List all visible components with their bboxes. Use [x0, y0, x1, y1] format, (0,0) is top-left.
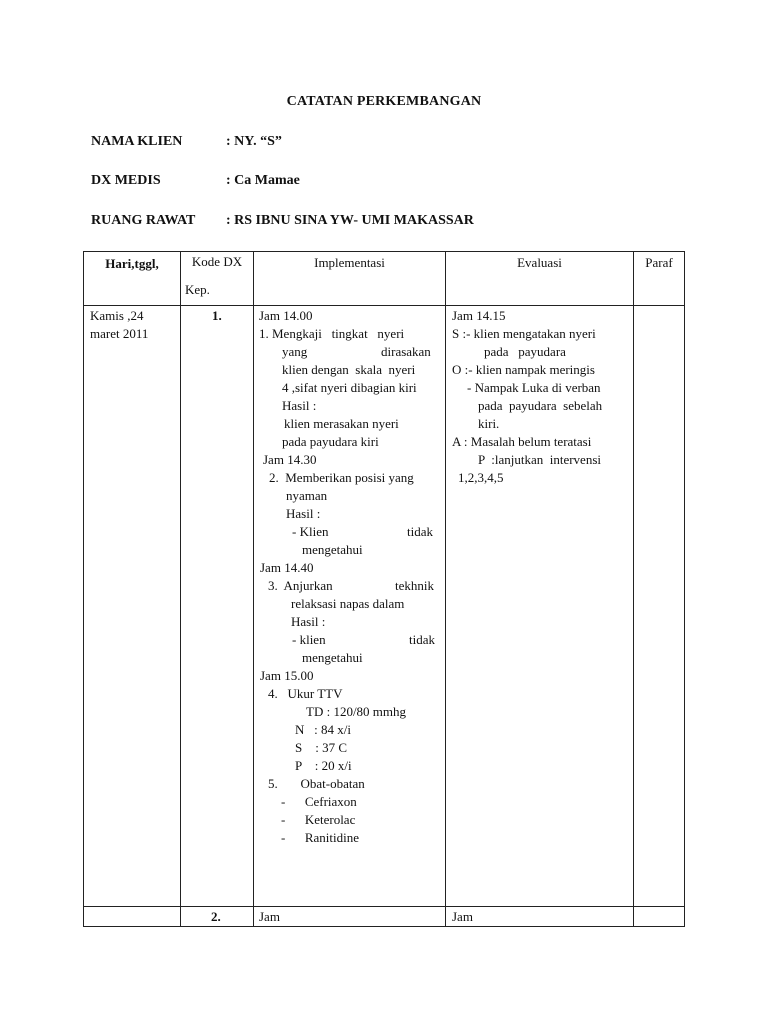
header-implementation: Implementasi: [314, 255, 385, 270]
impl-line: - klien: [292, 632, 326, 647]
impl-line: klien dengan skala nyeri: [282, 362, 416, 377]
eval-line: kiri.: [478, 416, 500, 431]
table-line-v1: [83, 251, 84, 927]
eval-line: - Nampak Luka di verban: [467, 380, 601, 395]
ward-label: RUANG RAWAT: [91, 213, 196, 228]
impl-line: relaksasi napas dalam: [291, 596, 405, 611]
impl-line: pada payudara kiri: [282, 434, 379, 449]
table-line-v5: [633, 251, 634, 927]
table-line-header-bottom: [83, 305, 685, 306]
ward-value: : RS IBNU SINA YW- UMI MAKASSAR: [226, 213, 474, 228]
header-code-line2: Kep.: [185, 282, 210, 297]
row1-dx-code: 1.: [212, 308, 222, 323]
impl-time: Jam 15.00: [260, 668, 314, 683]
table-line-v3: [253, 251, 254, 927]
impl-vital: S : 37 C: [295, 740, 348, 755]
eval-time: Jam 14.15: [452, 308, 506, 323]
row2-dx-code: 2.: [211, 909, 221, 924]
table-line-bottom: [83, 926, 685, 927]
eval-line: 1,2,3,4,5: [458, 470, 504, 485]
impl-line: 2. Memberikan posisi yang: [269, 470, 414, 485]
medical-dx-label: DX MEDIS: [91, 173, 161, 188]
eval-objective: O :- klien nampak meringis: [452, 362, 595, 377]
page-title: CATATAN PERKEMBANGAN: [286, 94, 482, 109]
impl-line: Hasil :: [286, 506, 321, 521]
header-code-line1: Kode DX: [191, 254, 243, 269]
impl-line: mengetahui: [302, 542, 363, 557]
impl-time: Jam 14.30: [263, 452, 317, 467]
table-line-top: [83, 251, 685, 252]
eval-plan: P :lanjutkan intervensi: [478, 452, 601, 467]
impl-time: Jam 14.40: [260, 560, 314, 575]
header-date: Hari,tggl,: [105, 256, 159, 271]
impl-line: 4. Ukur TTV: [268, 686, 343, 701]
eval-subjective: S :- klien mengatakan nyeri: [452, 326, 596, 341]
impl-medication: - Ranitidine: [281, 830, 359, 845]
impl-line: 3. Anjurkan: [268, 578, 333, 593]
impl-line: - Klien: [292, 524, 329, 539]
table-line-v4: [445, 251, 446, 927]
impl-line: mengetahui: [302, 650, 363, 665]
impl-time: Jam 14.00: [259, 308, 313, 323]
impl-line: 1. Mengkaji tingkat nyeri: [259, 326, 405, 341]
row1-date-line1: Kamis ,24: [90, 308, 144, 323]
impl-line: tidak: [409, 632, 435, 647]
impl-line: nyaman: [286, 488, 328, 503]
impl-medication: - Keterolac: [281, 812, 356, 827]
impl-vital: N : 84 x/i: [295, 722, 351, 737]
impl-line: 5. Obat-obatan: [268, 776, 365, 791]
eval-assessment: A : Masalah belum teratasi: [452, 434, 592, 449]
table-line-v6: [684, 251, 685, 927]
impl-line: Hasil :: [282, 398, 317, 413]
impl-vital: P : 20 x/i: [295, 758, 352, 773]
impl-medication: - Cefriaxon: [281, 794, 357, 809]
eval-line: pada payudara sebelah: [478, 398, 603, 413]
impl-line: Hasil :: [291, 614, 326, 629]
medical-dx-value: : Ca Mamae: [226, 173, 300, 188]
eval-line: pada payudara: [484, 344, 566, 359]
row1-date-line2: maret 2011: [90, 326, 149, 341]
table-line-v2: [180, 251, 181, 927]
table-line-row1-bottom: [83, 906, 685, 907]
impl-line: 4 ,sifat nyeri dibagian kiri: [282, 380, 417, 395]
impl-vital: TD : 120/80 mmhg: [306, 704, 407, 719]
impl-line: dirasakan: [381, 344, 431, 359]
impl-line: tekhnik: [395, 578, 434, 593]
header-sign: Paraf: [645, 255, 673, 270]
impl-line: yang: [282, 344, 308, 359]
impl-line: klien merasakan nyeri: [284, 416, 399, 431]
row2-implementation: Jam: [259, 909, 280, 924]
impl-line: tidak: [407, 524, 433, 539]
patient-name-label: NAMA KLIEN: [91, 134, 183, 149]
patient-name-value: : NY. “S”: [226, 134, 282, 149]
row2-evaluation: Jam: [452, 909, 473, 924]
header-evaluation: Evaluasi: [517, 255, 562, 270]
